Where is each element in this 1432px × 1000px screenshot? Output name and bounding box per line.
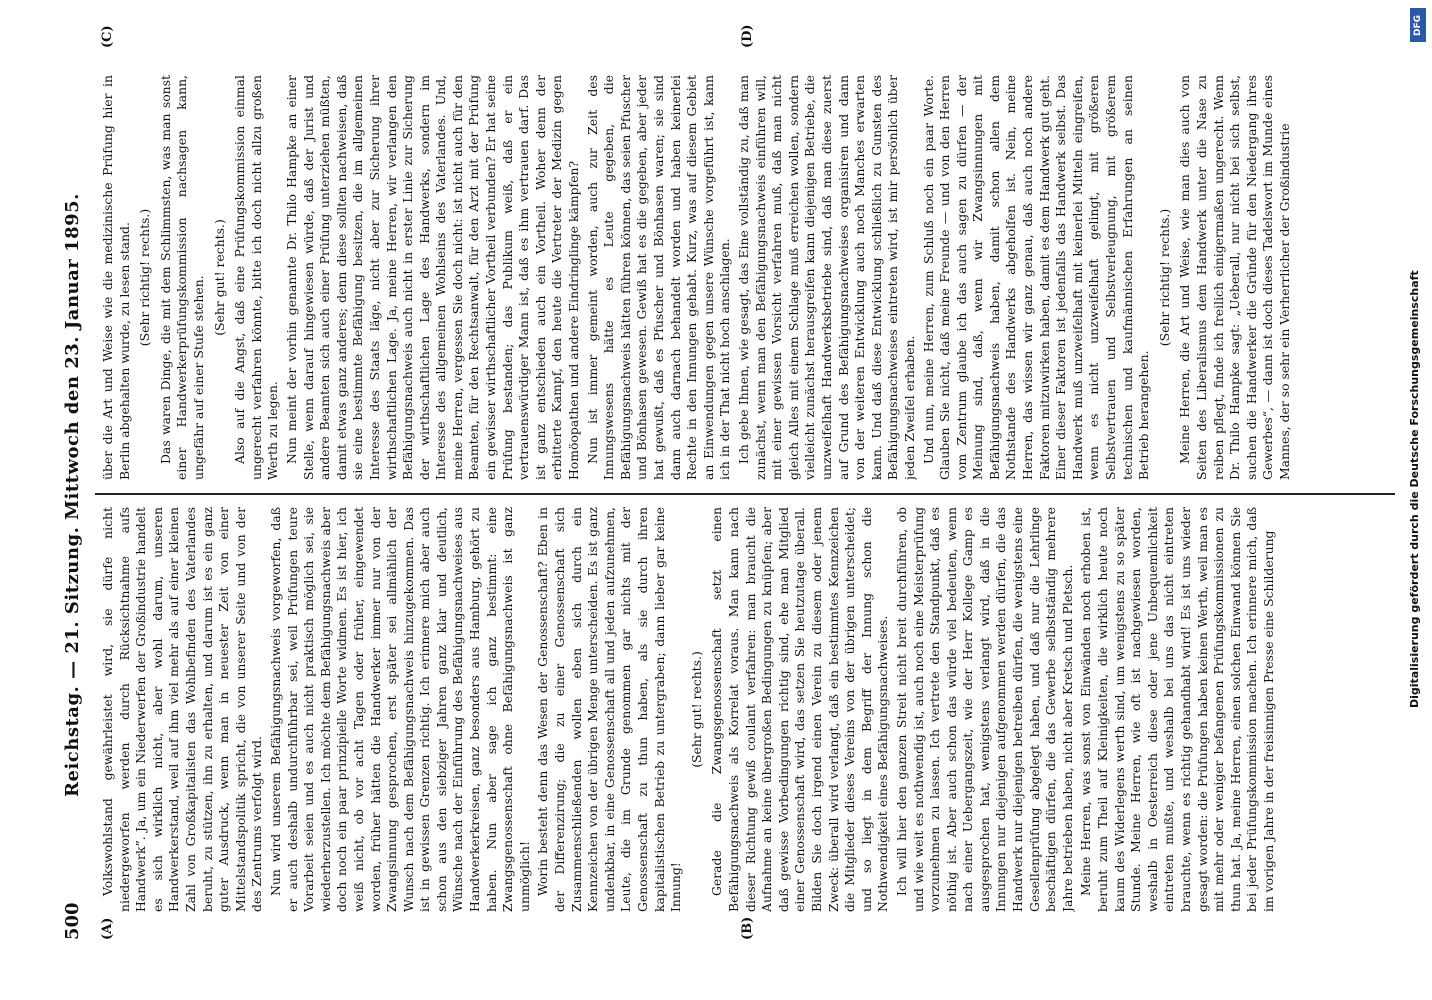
paragraph: über die Art und Weise wie die medizinische Prüfung hier in Berlin abgehalten wurde, zu lesen stand.: [100, 75, 132, 480]
paragraph: Volkswohlstand gewährleistet wird, sie dürfe nicht niedergeworfen werden durch Rücksichtnahme aufs Handwerk”. Ja, um ein Niederwerfen der Großindustrie handelt es sich wirklich nicht, aber wohl darum, unseren Handwerkerstand, weil auf ihm viel mehr als auf einer kleinen Zahl von Großkapitalisten das Wohlbefinden des Vaterlandes beruht, zu stützen, ihn zu erhalten, und darum ist es ein ganz guter Ausdruck, wenn man in neuester Zeit von einer Mittelstandspolitik spricht, die von unserer Seite und von der des Zentrums verfolgt wird.: [100, 507, 265, 912]
margin-marker-b: (B): [740, 916, 755, 940]
paragraph: Und nun, meine Herren, zum Schluß noch ein paar Worte. Glauben Sie nicht, daß meine Freunde — und von den Herren vom Zentrum glaube ich das auch sagen zu dürfen — der Meinung sind, daß, wenn wir Zwangsinnungen mit Befähigungsnachweis haben, damit schon allen dem Nothstande des Handwerks abgeholfen ist. Nein, meine Herren, das wissen wir ganz genau, daß auch noch andere Faktoren mitzuwirken haben, damit es dem Handwerk gut geht. Einer dieser Faktoren ist jedenfalls das Handwerk selbst. Das Handwerk muß unzweifelhaft mit keinerlei Mitteln eingreifen, wenn es nicht unzweifelhaft gelingt, mit größeren Selbstvertrauen und Selbstverleugnung, mit größerem technischen und kaufmännischen Erfahrungen an seinen Betrieb herangehen.: [920, 75, 1152, 480]
paragraph: Meine Herren, die Art und Weise, wie man dies auch von Seiten des Liberalismus dem Handwerk unter die Nase zu reiben pflegt, finde ich freilich einigermaßen ungerecht. Wenn Dr. Thilo Hampke sagt: „Ueberall, nur nicht bei sich selbst, suchen die Handwerker die Gründe für den Niedergang ihres Gewerbes“, — dann ist doch dieses Tadelswort im Munde eines Mannes, der so sehr ein Verherrlicher der Großindustrie: [1177, 75, 1292, 480]
paragraph: Meine Herren, was sonst von Einwänden noch erhoben ist, beruht zum Theil auf Kleinigkeiten, die wirklich heute noch kaum des Widerlegens werth sind, um wenigstens zu so später Stunde. Meine Herren, wie oft ist nachgewiesen worden, weshalb in Oesterreich diese oder jene Unbequemlichkeit eintreten mußte, und weshalb bei uns das nicht eintreten brauchte, wenn es richtig gehandhabt wird! Es ist uns wieder gesagt worden: die Prüfungen haben keinen Werth, weil man es mit mehr oder weniger befangenen Prüfungskommissionen zu thun hat. Ja, meine Herren, einen solchen Einwand können Sie bei jeder Prüfungskommission machen. Ich erinnere mich, daß im vorigen Jahre in der freisinnigen Presse eine Schilderung: [1078, 507, 1276, 912]
paragraph: Nun wird unserem Befähigungsnachweis vorgeworfen, daß er auch deshalb undurchführbar sei, weil Prüfungen teure Vorarbeit seien und es auch nicht praktisch möglich sei, sie wiederherzustellen. Ich möchte dem Befähigungsnachweis aber doch noch ein paar prinzipielle Worte widmen. Es ist hier, ich weiß nicht, ob vor acht Tagen oder früher, eingewendet worden, früher hätten die Handwerker immer nur von der Zwangsinnung gesprochen, erst später sei allmählich der Wunsch nach dem Befähigungsnachweis hinzugekommen. Das ist in gewissen Grenzen richtig. Ich erinnere mich aber auch schon aus den siebziger Jahren ganz klar und deutlich, Wünsche nach der Einführung des Befähigungsnachweises aus Handwerkerkreisen, ganz besonders aus Hamburg, gehört zu haben. Nun aber sage ich ganz bestimmt: eine Zwangsgenossenschaft ohne Befähigungsnachweis ist ganz unmöglich!: [267, 507, 532, 912]
paragraph: Nun ist immer gemeint worden, auch zur Zeit des Innungswesens hätte es Leute gegeben, die Befähigungsnachweis hätten führen können, das seien Pfuscher und Bönhasen gewesen. Gewiß hat es die gegeben, aber jeder hat gewußt, daß es Pfuscher und Bönhasen waren; sie sind dann auch darnach behandelt worden und haben keinerlei Rechte in den Innungen gehabt. Kurz, was auf diesem Gebiet an Einwendungen gegen unsere Wünsche vorgeführt ist, kann ich in der That nicht hoch anschlagen.: [584, 75, 733, 480]
dfg-notice: Digitalisierung gefördert durch die Deutsche Forschungsgemeinschaft: [1408, 270, 1421, 708]
interjection: (Sehr gut! rechts.): [211, 219, 227, 336]
paragraph: Gerade die Zwangsgenossenschaft setzt einen Befähigungsnachweis als Korrelat voraus. Man kann nach dieser Richtung gewiß coulant verfahren: man braucht die Aufnahme an keine übergroßen Bedingungen zu knüpfen; aber daß gewisse Vorbedingungen richtig sind, ehe man Mitglied einer Genossenschaft wird, das setzen Sie heutzutage überall. Bilden Sie doch irgend einen Verein zu diesem oder jenem Zweck: überall wird verlangt, daß ein bestimmtes Kennzeichen die Mitglieder dieses Vereins von der übrigen unterscheidet; und so liegt in dem Begriff der Innung schon die Nothwendigkeit eines Befähigungsnachweises.: [709, 507, 891, 912]
paragraph: Ich gebe Ihnen, wie gesagt, das Eine vollständig zu, daß man zunächst, wenn man den Befähigungsnachweis einführen will, mit einer gewissen Vorsicht verfahren muß, daß man nicht gleich Alles mit einem Schlage muß erreichen wollen, sondern vielleicht zunächst herausgreifen kann diejenigen Betriebe, die unzweifelhaft Handwerksbetriebe sind, daß man diese zuerst auf Grund des Befähigungsnachweises organisiren und dann von der weiteren Entwicklung auch noch Manches erwarten kann. Und daß diese Entwicklung schließlich zu Gunsten des Befähigungsnachweises eintreten wird, ist mir persönlich über jeden Zweifel erhaben.: [735, 75, 917, 480]
margin-marker-d: (D): [740, 24, 755, 48]
right-column: [100, 75, 1380, 480]
page-number: 500: [62, 902, 83, 940]
left-column: [100, 507, 1380, 912]
interjection: (Sehr richtig! rechts.): [1156, 208, 1172, 347]
interjection: (Sehr richtig! rechts.): [137, 208, 153, 347]
paragraph: Worin besteht denn das Wesen der Genossenschaft? Eben in der Differenzirung; die zu einer Genossenschaft sich Zusammenschließenden wollen eben sich durch ein Kennzeichen von der übrigen Menge unterscheiden. Es ist ganz undenkbar, in eine Genossenschaft all und jeden aufzunehmen, Leute, die im Grunde genommen gar nichts mit der Genossenschaft zu thun haben, als sie durch ihren kapitalistischen Betrieb zu untergraben; dann lieber gar keine Innung!: [535, 507, 684, 912]
dfg-credit-strip: [1408, 8, 1428, 992]
column-divider: [95, 493, 1395, 495]
margin-marker-c: (C): [100, 25, 115, 48]
paragraph: Nun meint der vorhin genannte Dr. Thilo Hampke an einer Stelle, wenn darauf hingewiesen würde, daß der Jurist und andere Beamten sich auch einer Prüfung unterziehen müßten, damit etwas ganz anderes; denn diese sollten nachweisen, daß sie eine bestimmte Befähigung besitzen, die im allgemeinen Interesse des Staats läge, nicht aber zur Sicherung ihrer wirthschaftlichen Lage. Ja, meine Herren, wir verlangen den Befähigungsnachweis auch nicht in erster Linie zur Sicherung der wirthschaftlichen Lage des Handwerks, sondern im Interesse des allgemeinen Wohlseins des Vaterlandes. Und, meine Herren, vergessen Sie doch nicht: ist nicht auch für den Beamten, für den Rechtsanwalt, für den Arzt mit der Prüfung ein gewisser wirthschaftlicher Vortheil verbunden? Er hat seine Prüfung bestanden; das Publikum weiß, daß er ein vertrauenswürdiger Mann ist, daß es ihm vertrauen darf. Das ist ganz entschieden auch ein Vortheil. Woher denn der erbitterte Kampf, den heute die Vertreter der Medizin gegen Homöopathen und andere Eindringlinge kämpfen?: [283, 75, 582, 480]
page-header: [62, 50, 92, 940]
dfg-logo: DFG: [1410, 8, 1426, 42]
margin-marker-a: (A): [100, 917, 115, 940]
paragraph: Also auf die Angst, daß eine Prüfungskommission einmal ungerecht verfahren könnte, bitte ich doch nicht allzu großen Werth zu legen.: [232, 75, 281, 480]
interjection: (Sehr gut! rechts.): [688, 651, 704, 768]
page-title: Reichstag. — 21. Sitzung. Mittwoch den 23. Januar 1895.: [62, 193, 83, 797]
paragraph: Das waren Dinge, die mit dem Schlimmsten, was man sonst einer Handwerkerprüfungskommission nachsagen kann, ungefähr auf einer Stufe stehen.: [157, 75, 206, 480]
paragraph: Ich will hier den ganzen Streit nicht breit durchführen, ob und wie weit es nothwendig ist, auch noch eine Meisterprüfung vorzunehmen zu lassen. Ich vertrete den Standpunkt, daß es nöthig ist. Aber auch schon das würde viel bedeuten, wenn nach einer Uebergangszeit, wie der Herr Kollege Gamp es ausgesprochen hat, wenigstens verlangt wird, daß in die Innungen nur diejenigen aufgenommen werden dürfen, die das Handwerk nur diejenigen betreiben dürfen, die wenigstens eine Gesellenprüfung abgelegt haben, und daß nur die Lehrlinge beschäftigen dürfen, die das Gewerbe selbstständig mehrere Jahre betrieben haben, nicht aber Kretsch und Pletsch.: [893, 507, 1075, 912]
